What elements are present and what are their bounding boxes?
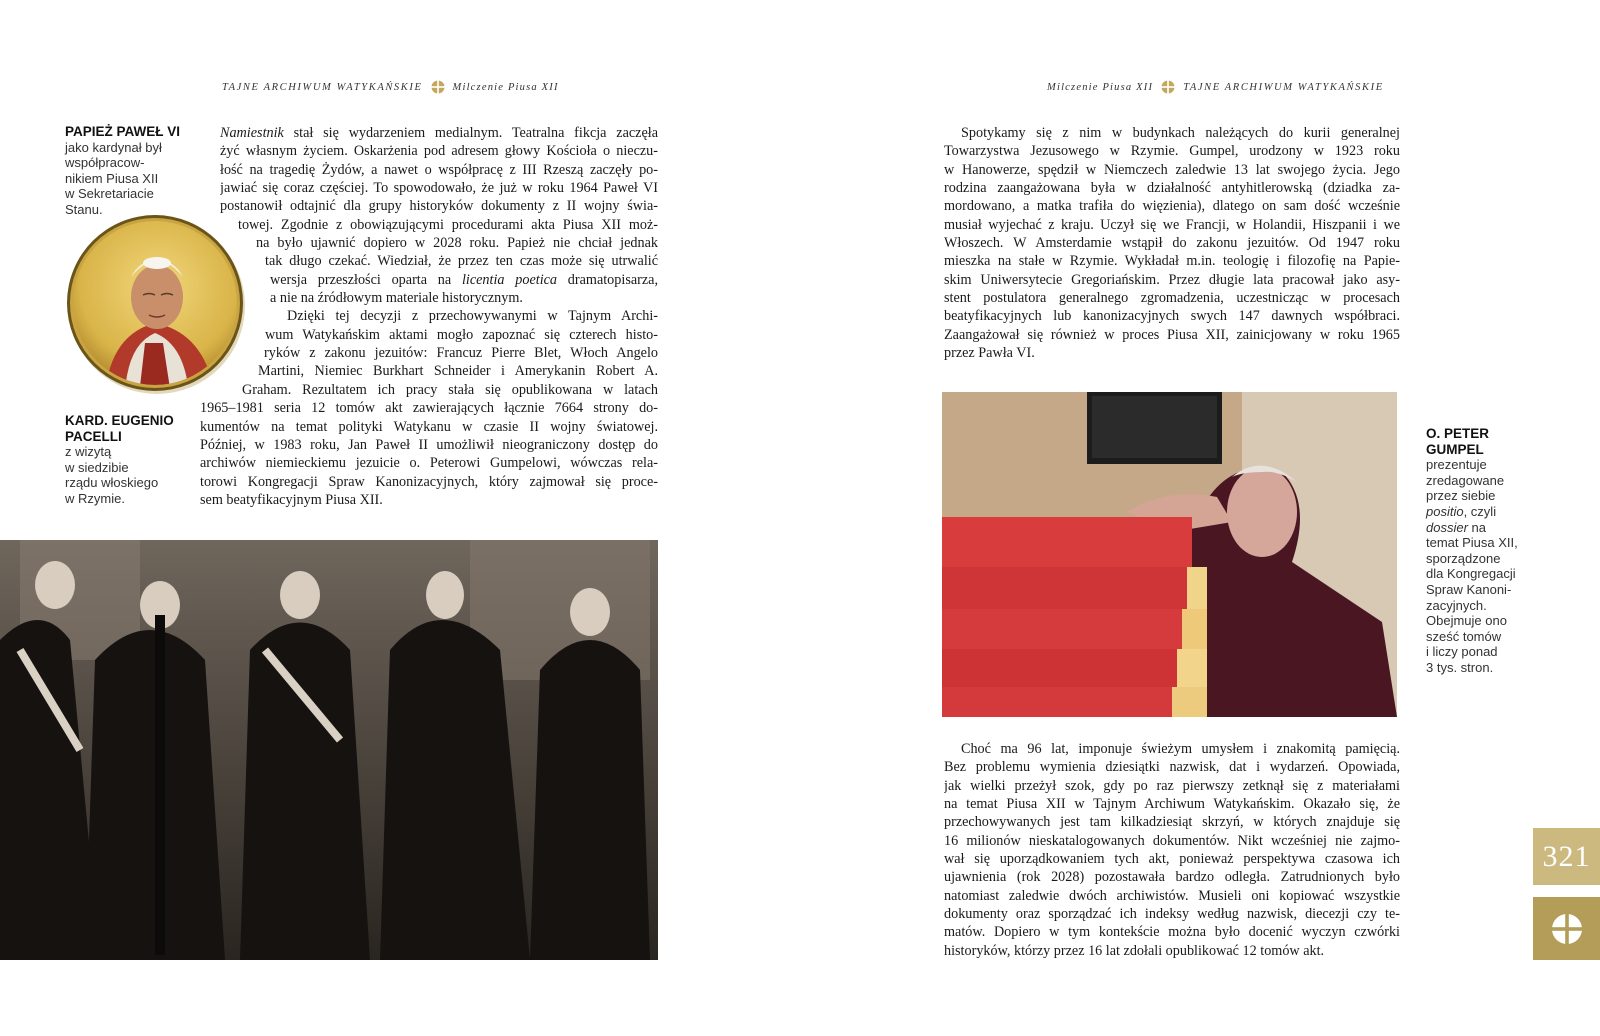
caption-title: PAPIEŻ PAWEŁ VI (65, 124, 181, 139)
caption-line: jako kardynał był (65, 139, 162, 155)
text-line: skim Uniwersytecie Gregoriańskim. Przez długie lata pracował jako asy- (944, 271, 1400, 288)
caption-line: 3 tys. stron. (1426, 659, 1494, 675)
text-line: Towarzystwa Jezusowego w Rzymie. Gumpel, urodzony w 1923 roku (944, 143, 1400, 160)
caption-line: sporządzone (1426, 550, 1501, 566)
caption-line: i liczy ponad (1426, 644, 1498, 660)
caption-line: rządu włoskiego (65, 475, 159, 491)
text-line: przechowywanych jest tam kilkadziesiąt skrzyń, w których znajduje się (944, 814, 1400, 831)
text-line: Bez problemu wymienia dziesiątki nazwisk, dat i wydarzeń. Opowiada, (944, 759, 1400, 776)
text-line: natomiast zaledwie dwóch archiwistów. Musieli oni kopiować wszystkie (944, 887, 1400, 904)
text-line: mieszka na stałe w Rzymie. Wykładał m.in. teologię i filozofię na Papie- (944, 253, 1400, 270)
caption-title: O. PETER (1426, 426, 1490, 441)
text-fragment: wersja przeszłości oparta na (270, 271, 452, 288)
caption-line: Stanu. (65, 201, 103, 217)
text-line: Spotykamy się z nim w budynkach należących do kurii generalnej (961, 125, 1400, 141)
caption-line: positio, czyli (1426, 503, 1497, 519)
text-line: ryków z zakonu jezuitów: Francuz Pierre Blet, Włoch Angelo (264, 345, 658, 362)
gumpel-photo (942, 392, 1397, 717)
text-line: rodzina zaangażowana była w działalność antyhitlerowską (dziadka za- (944, 180, 1400, 197)
caption-title: GUMPEL (1426, 441, 1484, 457)
text-line: Dzięki tej decyzji z przechowywanymi w Tajnym Archi- (287, 308, 658, 325)
caption-line: prezentuje (1426, 457, 1487, 473)
text-line: stent postulatora generalnego zgromadzenia, uczestnicząc w procesach (944, 290, 1400, 307)
text-line: postanowił odtajnić dla grupy historyków dokumenty z II wojny świa- (220, 198, 658, 215)
text-line: archiwów niemieckiemu jezuicie o. Peterowi Gumpelowi, wówczas rela- (200, 455, 658, 472)
left-body-text (200, 124, 658, 509)
text-line: w Hanowerze, spędził w Niemczech zaledwie 13 lat swojego życia. Jego (944, 161, 1400, 178)
text-line: Później, w 1983 roku, Jan Paweł II umożliwił nieograniczony dostęp do (200, 436, 658, 453)
text-line: mordowano, a matka trafiła do więzienia), dlatego on sam dość wcześnie (944, 198, 1400, 215)
header-chapter: Milczenie Piusa XII (452, 81, 559, 93)
text-line: jak wielki przeżył szok, gdy po raz pierwszy zetknął się z materiałami (944, 777, 1400, 794)
text-line: Zaangażował się również w proces Piusa XII, zainicjowany w roku 1965 (944, 326, 1400, 343)
caption-line: Obejmuje ono (1426, 613, 1507, 629)
right-body-text-bottom (944, 740, 1400, 960)
caption-line: zredagowane (1426, 472, 1505, 488)
text-line: Martini, Niemiec Burkhart Schneider i Amerykanin Robert A. (258, 363, 658, 380)
text-line: dokumenty oraz sporządzać ich indeksy według nazwisk, diecezji czy te- (944, 906, 1400, 923)
caption-line: Spraw Kanoni- (1426, 581, 1512, 597)
text-line: łość na tragedię Żydów, a nawet o współpracę z III Rzeszą zaczęły po- (220, 161, 658, 178)
text-line: przez Pawła VI. (944, 345, 1035, 362)
text-line: Graham. Rezultatem ich pracy stała się opublikowana w latach (242, 381, 658, 398)
text-line: Choć ma 96 lat, imponuje świeżym umysłem i znakomitą pamięcią. (961, 741, 1400, 757)
caption-line: z wizytą (65, 444, 112, 460)
caption-line: w Rzymie. (65, 490, 125, 506)
text-line: jawiać się coraz częściej. To spowodowało, że już w roku 1964 Paweł VI (220, 180, 658, 197)
text-line: tak długo czekać. Wiedział, że przez ten czas może się utrwalić (265, 253, 658, 270)
text-line (220, 124, 658, 142)
text-line: żyć własnym życiem. Oskarżenia pod adresem głowy Kościoła o nieczu- (220, 143, 658, 160)
cross-icon (1161, 80, 1175, 94)
caption-line: współpracow- (65, 155, 145, 171)
right-body-text-top (944, 124, 1400, 362)
text-line: wum Watykańskim aktami mogło zapoznać się czterech histo- (265, 326, 658, 343)
text-line: Włoszech. W Amsterdamie wstąpił do zakonu jezuitów. Od 1947 roku (944, 235, 1400, 252)
play-title: Namiestnik (220, 125, 284, 141)
text-line: beatyfikacyjnych lub kanonizacyjnych swych 147 dawnych współbraci. (944, 308, 1400, 325)
text-line: matów. Dopiero w tym kontekście można było docenić wyczyn czwórki (944, 924, 1400, 941)
cross-icon (431, 80, 445, 94)
text-line: torowi Kongregacji Spraw Kanonizacyjnych, który zajmował się proce- (200, 473, 658, 490)
caption-paul-vi (65, 124, 205, 218)
caption-gumpel (1426, 426, 1536, 676)
text-line: musiał wyjechać z kraju. Uczył się we Francji, w Holandii, Hiszpanii i we (944, 216, 1400, 233)
header-chapter: Milczenie Piusa XII (1047, 81, 1154, 93)
caption-title: KARD. EUGENIO (65, 413, 174, 428)
header-section: TAJNE ARCHIWUM WATYKAŃSKIE (222, 81, 423, 93)
text-line: na było ujawnić dopiero w 2028 roku. Papież nie chciał jednak (256, 235, 658, 252)
cross-icon (1533, 897, 1600, 960)
text-line: 1965–1981 seria 12 tomów akt zawierających łącznie 7664 strony do- (200, 400, 658, 417)
header-section: TAJNE ARCHIWUM WATYKAŃSKIE (1183, 81, 1384, 93)
running-header-left (222, 80, 559, 94)
caption-line: przez siebie (1426, 488, 1496, 504)
text-fragment: stał się wydarzeniem medialnym. Teatralna fikcja zaczęła (293, 125, 658, 141)
caption-title: PACELLI (65, 428, 122, 444)
latin-phrase: licentia poetica (461, 271, 558, 288)
caption-line: zacyjnych. (1426, 597, 1487, 613)
text-line (270, 271, 658, 289)
caption-line: dla Kongregacji (1426, 566, 1516, 582)
caption-line: dossier na (1426, 519, 1486, 535)
text-line: historyków, którzy przez 16 lat zdołali opublikować 12 tomów akt. (944, 942, 1325, 959)
text-line: na temat Piusa XII w Tajnym Archiwum Watykańskim. Okazało się, że (944, 796, 1400, 813)
text-line: a nie na źródłowym materiale historycznym. (270, 290, 523, 307)
pacelli-visit-photo (0, 540, 658, 960)
caption-line: nikiem Piusa XII (65, 170, 159, 186)
text-line: 16 milionów nieskatalogowanych dokumentów. Nikt wcześniej nie zajmo- (944, 832, 1400, 849)
text-line: sem beatyfikacyjnym Piusa XII. (200, 491, 383, 508)
page-number: 321 (1533, 828, 1600, 885)
running-header-right (1047, 80, 1384, 94)
text-line: kumentów na temat polityki Watykanu w czasie II wojny światowej. (200, 418, 658, 435)
caption-line: sześć tomów (1426, 628, 1502, 644)
caption-line: w siedzibie (65, 459, 129, 475)
caption-line: w Sekretariacie (65, 186, 154, 202)
text-line: ujawnienia (rok 2028) pozostawała bardzo odległa. Zatrudnionych było (944, 869, 1400, 886)
text-line: towej. Zgodnie z obowiązującymi procedurami akta Piusa XII moż- (238, 216, 658, 233)
text-fragment: dramatopisarza, (567, 271, 658, 288)
text-line: wał się uporządkowaniem tych akt, ponieważ perspektywa czasowa ich (944, 851, 1400, 868)
caption-pacelli (65, 413, 205, 507)
caption-line: temat Piusa XII, (1426, 535, 1518, 551)
